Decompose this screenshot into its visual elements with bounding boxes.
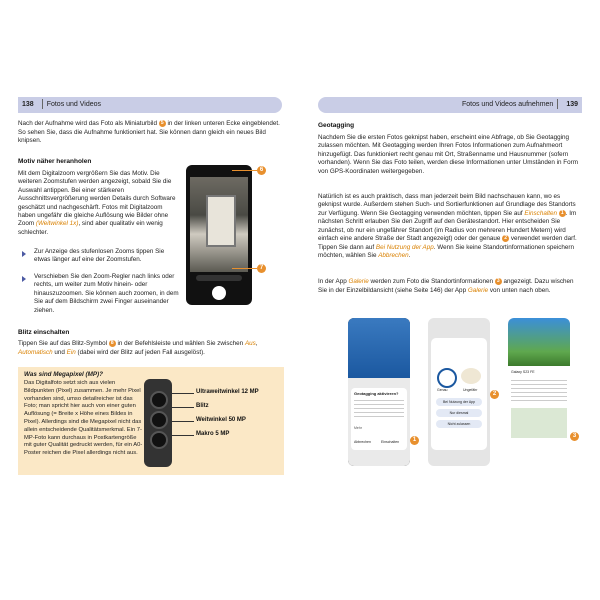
zoom-selector[interactable] bbox=[196, 275, 242, 281]
section-heading-zoom: Motiv näher heranholen bbox=[18, 158, 92, 165]
callout-label: Ultraweitwinkel 12 MP bbox=[196, 389, 259, 395]
geotagging-paragraph-3: In der App Galerie werden zum Foto die Standortinformationen 3 angezeigt. Dazu wischen Sie in der Einzelbildansicht (siehe Seite 146) der App Galerie von unten nach oben. bbox=[318, 278, 574, 294]
right-page bbox=[300, 0, 600, 600]
door-image bbox=[206, 195, 236, 247]
box-body: Das Digitalfoto setzt sich aus vielen Bildpunkten (Pixel) zusammen. Je mehr Pixel vorhanden sind, umso detailreicher ist das Foto; man spricht hier auch von einer guten Auflösung (= Breite x Höhe eines Bildes in Pixel). Allerdings sind die Megapixel nicht das allein entscheidende Qualitätsmerkmal. Ein 7-MP-Foto kann durchaus in Postkartengröße mit guter Qualität gedruckt werden, für ein A0-Poster reichen die Pixel allerdings nicht aus. bbox=[24, 380, 143, 457]
geotagging-paragraph-1: Nachdem Sie die ersten Fotos geknipst haben, erscheint eine Abfrage, ob Sie Geotagging zulassen möchten. Mit Geotagging werden Ihren Fotos Informationen zum Aufnahmeort hinzugefügt. Das funktioniert recht genau mit Ort, Straßenname und Hausnummer (sofern vorhanden). Wenn Sie das Foto teilen, werden diese Informationen unter Umständen in Form von GPS-Koordinaten weitergegeben. bbox=[318, 134, 578, 175]
camera-phone-screenshot bbox=[186, 165, 252, 305]
page-number: 139 bbox=[566, 101, 578, 108]
callout-badge: 2 bbox=[490, 390, 499, 399]
enable-button[interactable]: Einschalten bbox=[381, 440, 400, 444]
bullet-item: Zur Anzeige des stufenlosen Zooms tippen Sie etwas länger auf eine der Zoomstufen. bbox=[34, 248, 165, 264]
location-map[interactable] bbox=[511, 408, 567, 438]
deny-button[interactable]: Nicht zulassen bbox=[436, 420, 482, 428]
callout-label: Weitwinkel 50 MP bbox=[196, 417, 246, 423]
callout-badge: 7 bbox=[257, 264, 266, 273]
section-heading-flash: Blitz einschalten bbox=[18, 329, 70, 336]
permission-dialog: Genau Ungefähr Bei Nutzung der App Nur diesmal Nicht zulassen bbox=[431, 338, 487, 450]
camera-preview bbox=[190, 177, 248, 272]
header-title: Fotos und Videos bbox=[46, 101, 102, 108]
flash-paragraph: Tippen Sie auf das Blitz-Symbol 8 in der Befehlsleiste und wählen Sie zwischen Aus, Automatisch und Ein (dabei wird der Blitz auf jeden Fall ausgelöst). bbox=[18, 340, 258, 356]
shutter-button[interactable] bbox=[212, 286, 226, 300]
header-title: Fotos und Videos aufnehmen bbox=[461, 101, 554, 108]
geotagging-phone-1 bbox=[348, 318, 410, 466]
phone-back-image bbox=[144, 379, 172, 467]
geotagging-paragraph-2: Natürlich ist es auch praktisch, dass man jederzeit beim Bild nachschauen kann, wo es geknipst wurde. Außerdem stehen Such- und Sortierfunktionen auf Grundlage des Standorts zur Verfügung. Wenn Sie Geotagging verwenden möchten, tippen Sie auf Einschalten 1 . Im nächsten Schritt erlauben Sie den Zugriff auf den Gerätestandort. Hier entscheiden Sie zunächst, ob nur ein ungefährer Standort (im Radius von mehreren Hundert Metern) wird einfach eine andere Straße der Stadt angezeigt) oder der genaue 2 verwendet werden darf. Tippen Sie dann auf Bei Nutzung der App. Wenn Sie keine Standortinformationen speichern möchten, wählen Sie Abbrechen. bbox=[318, 193, 577, 260]
callout-label: Makro 5 MP bbox=[196, 431, 230, 437]
megapixel-info-box bbox=[18, 367, 284, 475]
section-heading-geotagging: Geotagging bbox=[318, 122, 355, 129]
bullet-item: Verschieben Sie den Zoom-Regler nach links oder rechts, um weiter zum Motiv hinein- oder hinauszuzoomen. Sie können auch zoomen, in dem Sie auf dem Bildschirm zwei Finger auseinander ziehen. bbox=[34, 273, 179, 314]
right-header bbox=[318, 97, 582, 113]
callout-badge: 1 bbox=[410, 436, 419, 445]
geotagging-phone-2 bbox=[428, 318, 490, 466]
left-header bbox=[18, 97, 282, 113]
intro-paragraph: Nach der Aufnahme wird das Foto als Miniaturbild 5 in der linken unteren Ecke eingeblendet. So sehen Sie, dass die Aufnahme funktioniert hat. Sie können dann gleich ein neues Bild knipsen. bbox=[18, 120, 280, 144]
page-number: 138 bbox=[22, 101, 34, 108]
zoom-paragraph: Mit dem Digitalzoom vergrößern Sie das Motiv. Die weiteren Zoomstufen werden angezeigt, sobald Sie die Auswahl antippen. Bei einer stärkeren Ausschnittsvergrößerung werden Details durch Software geschätzt und nachgeschärft. Fotos mit Digitalzoom haben ungefähr die gleiche Auflösung wie Bilder ohne Zoom (Weitwinkel 1x), sind aber qualitativ ein wenig schlechter. bbox=[18, 170, 176, 236]
while-using-app-button[interactable]: Bei Nutzung der App bbox=[436, 398, 482, 406]
callout-badge: 3 bbox=[570, 432, 579, 441]
geotagging-phone-3: Galaxy S23 FE bbox=[508, 318, 570, 466]
box-title: Was sind Megapixel (MP)? bbox=[24, 371, 103, 378]
only-this-time-button[interactable]: Nur diesmal bbox=[436, 409, 482, 417]
callout-badge: 6 bbox=[257, 166, 266, 175]
callout-label: Blitz bbox=[196, 403, 209, 409]
geotagging-dialog: Geotagging aktivieren? Mehr Abbrechen Einschalten bbox=[351, 388, 407, 450]
cancel-button[interactable]: Abbrechen bbox=[354, 440, 371, 444]
